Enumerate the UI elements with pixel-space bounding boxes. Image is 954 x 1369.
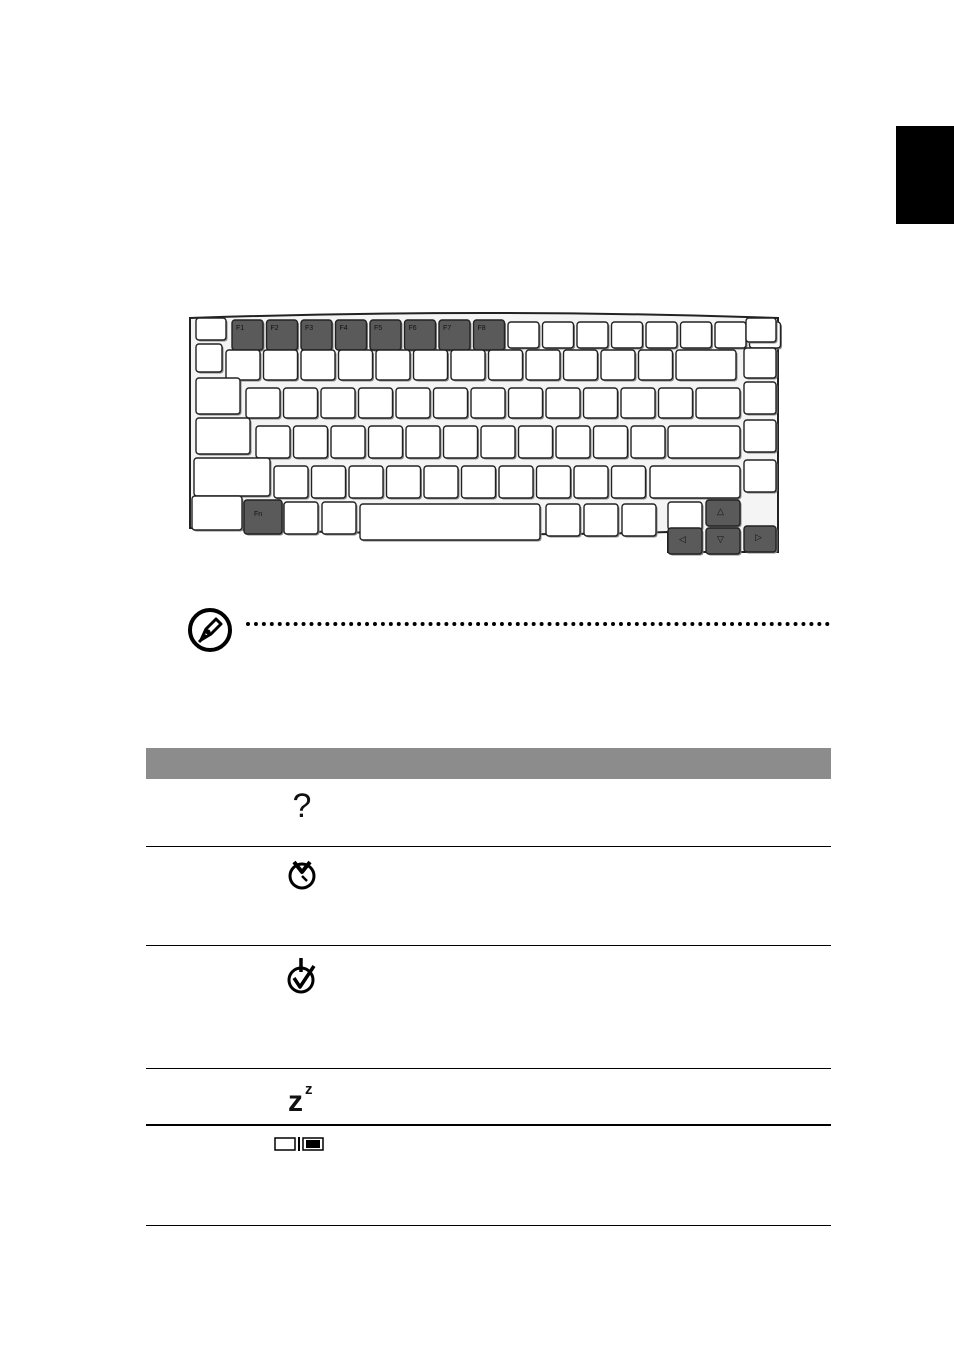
table-row (146, 946, 831, 1069)
sleep-z-large: z (288, 1085, 303, 1115)
key-row1-2 (264, 350, 300, 382)
key-row3-2 (331, 426, 367, 460)
key-fn-label: Fn (254, 511, 263, 518)
key-row2-4 (396, 388, 432, 420)
key-row2-11 (659, 388, 695, 420)
key-label-f4: F4 (339, 325, 348, 332)
key-row5-a (284, 502, 320, 536)
key-label-f6: F6 (408, 325, 417, 332)
arrow-left-glyph: ◁ (679, 534, 686, 544)
key-row4-3 (387, 466, 423, 500)
key-row3-8 (556, 426, 592, 460)
key-top-3 (612, 322, 645, 350)
key-row5-c (546, 504, 582, 538)
power-options-icon (274, 956, 330, 996)
keyboard-svg (186, 310, 782, 562)
sleep-icon (274, 1079, 330, 1119)
key-row1-7 (451, 350, 487, 382)
table-header-bar (146, 748, 831, 779)
key-top-5 (681, 322, 714, 350)
key-row1-12 (639, 350, 675, 382)
key-row4-2 (349, 466, 385, 500)
key-label-f7: F7 (443, 325, 452, 332)
key-row1-11 (601, 350, 637, 382)
key-row1-6 (414, 350, 450, 382)
key-row4-4 (424, 466, 460, 500)
key-row4-right (744, 460, 778, 494)
key-top-2 (577, 322, 610, 350)
key-tab (196, 378, 242, 416)
key-row4-5 (462, 466, 498, 500)
key-row3-5 (444, 426, 480, 460)
key-top-right (746, 318, 778, 344)
key-row1-5 (376, 350, 412, 382)
key-row1-0 (196, 344, 224, 374)
key-row2-8 (546, 388, 582, 420)
key-label-f8: F8 (477, 325, 486, 332)
key-row1-1 (226, 350, 262, 382)
key-enter (668, 426, 742, 460)
key-row2-9 (584, 388, 620, 420)
key-row1-3 (301, 350, 337, 382)
key-row3-4 (406, 426, 442, 460)
key-backspace (676, 350, 738, 382)
key-label-f2: F2 (270, 325, 279, 332)
key-row2-end (696, 388, 742, 420)
key-row5-b (322, 502, 358, 536)
key-ctrl (192, 496, 244, 532)
key-top-0 (508, 322, 541, 350)
key-row3-10 (631, 426, 667, 460)
key-fn (244, 500, 284, 536)
arrow-up-glyph: △ (717, 506, 724, 516)
hotkey-table (146, 748, 831, 1226)
key-row2-right (744, 382, 778, 416)
table-row (146, 1126, 831, 1226)
key-row3-0 (256, 426, 292, 460)
key-row3-7 (519, 426, 555, 460)
key-row2-3 (359, 388, 395, 420)
key-space (360, 504, 542, 542)
table-row (146, 779, 831, 847)
key-label-f5: F5 (374, 325, 383, 332)
keyboard-diagram (186, 310, 782, 562)
key-row2-7 (509, 388, 545, 420)
table-row (146, 1069, 831, 1126)
key-row3-3 (369, 426, 405, 460)
key-label-f1: F1 (236, 325, 245, 332)
key-row2-10 (621, 388, 657, 420)
key-top-4 (646, 322, 679, 350)
key-label-f3: F3 (305, 325, 314, 332)
key-top-6 (715, 322, 748, 350)
key-row4-1 (312, 466, 348, 500)
table-row (146, 847, 831, 946)
key-row1-8 (489, 350, 525, 382)
key-row2-6 (471, 388, 507, 420)
key-row4-9 (612, 466, 648, 500)
system-properties-icon (274, 857, 330, 897)
key-row1-10 (564, 350, 600, 382)
key-row3-right (744, 420, 778, 454)
help-glyph: ? (292, 787, 312, 825)
key-row5-f (668, 502, 704, 532)
key-row2-1 (284, 388, 320, 420)
key-row4-8 (574, 466, 610, 500)
note-icon (187, 607, 233, 653)
key-row4-0 (274, 466, 310, 500)
key-row5-d (584, 504, 620, 538)
key-row3-6 (481, 426, 517, 460)
display-toggle-icon (274, 1136, 330, 1176)
arrow-down-glyph: ▽ (717, 534, 724, 544)
key-row4-7 (537, 466, 573, 500)
key-row3-9 (594, 426, 630, 460)
key-row2-2 (321, 388, 357, 420)
key-row1-9 (526, 350, 562, 382)
key-row1-4 (339, 350, 375, 382)
key-esc (196, 318, 228, 342)
key-row2-0 (246, 388, 282, 420)
key-top-1 (543, 322, 576, 350)
language-tab-marker (896, 126, 954, 224)
sleep-z-small: z (305, 1081, 313, 1098)
key-row3-1 (294, 426, 330, 460)
key-shift-right (650, 466, 742, 500)
key-row2-5 (434, 388, 470, 420)
note-dotted-rule (246, 622, 830, 626)
key-shift-left (194, 458, 272, 498)
key-caps (196, 418, 252, 456)
key-row5-e (622, 504, 658, 538)
arrow-right-glyph: ▷ (755, 532, 762, 542)
key-row1-right (744, 348, 778, 380)
key-row4-6 (499, 466, 535, 500)
help-icon (274, 789, 330, 829)
